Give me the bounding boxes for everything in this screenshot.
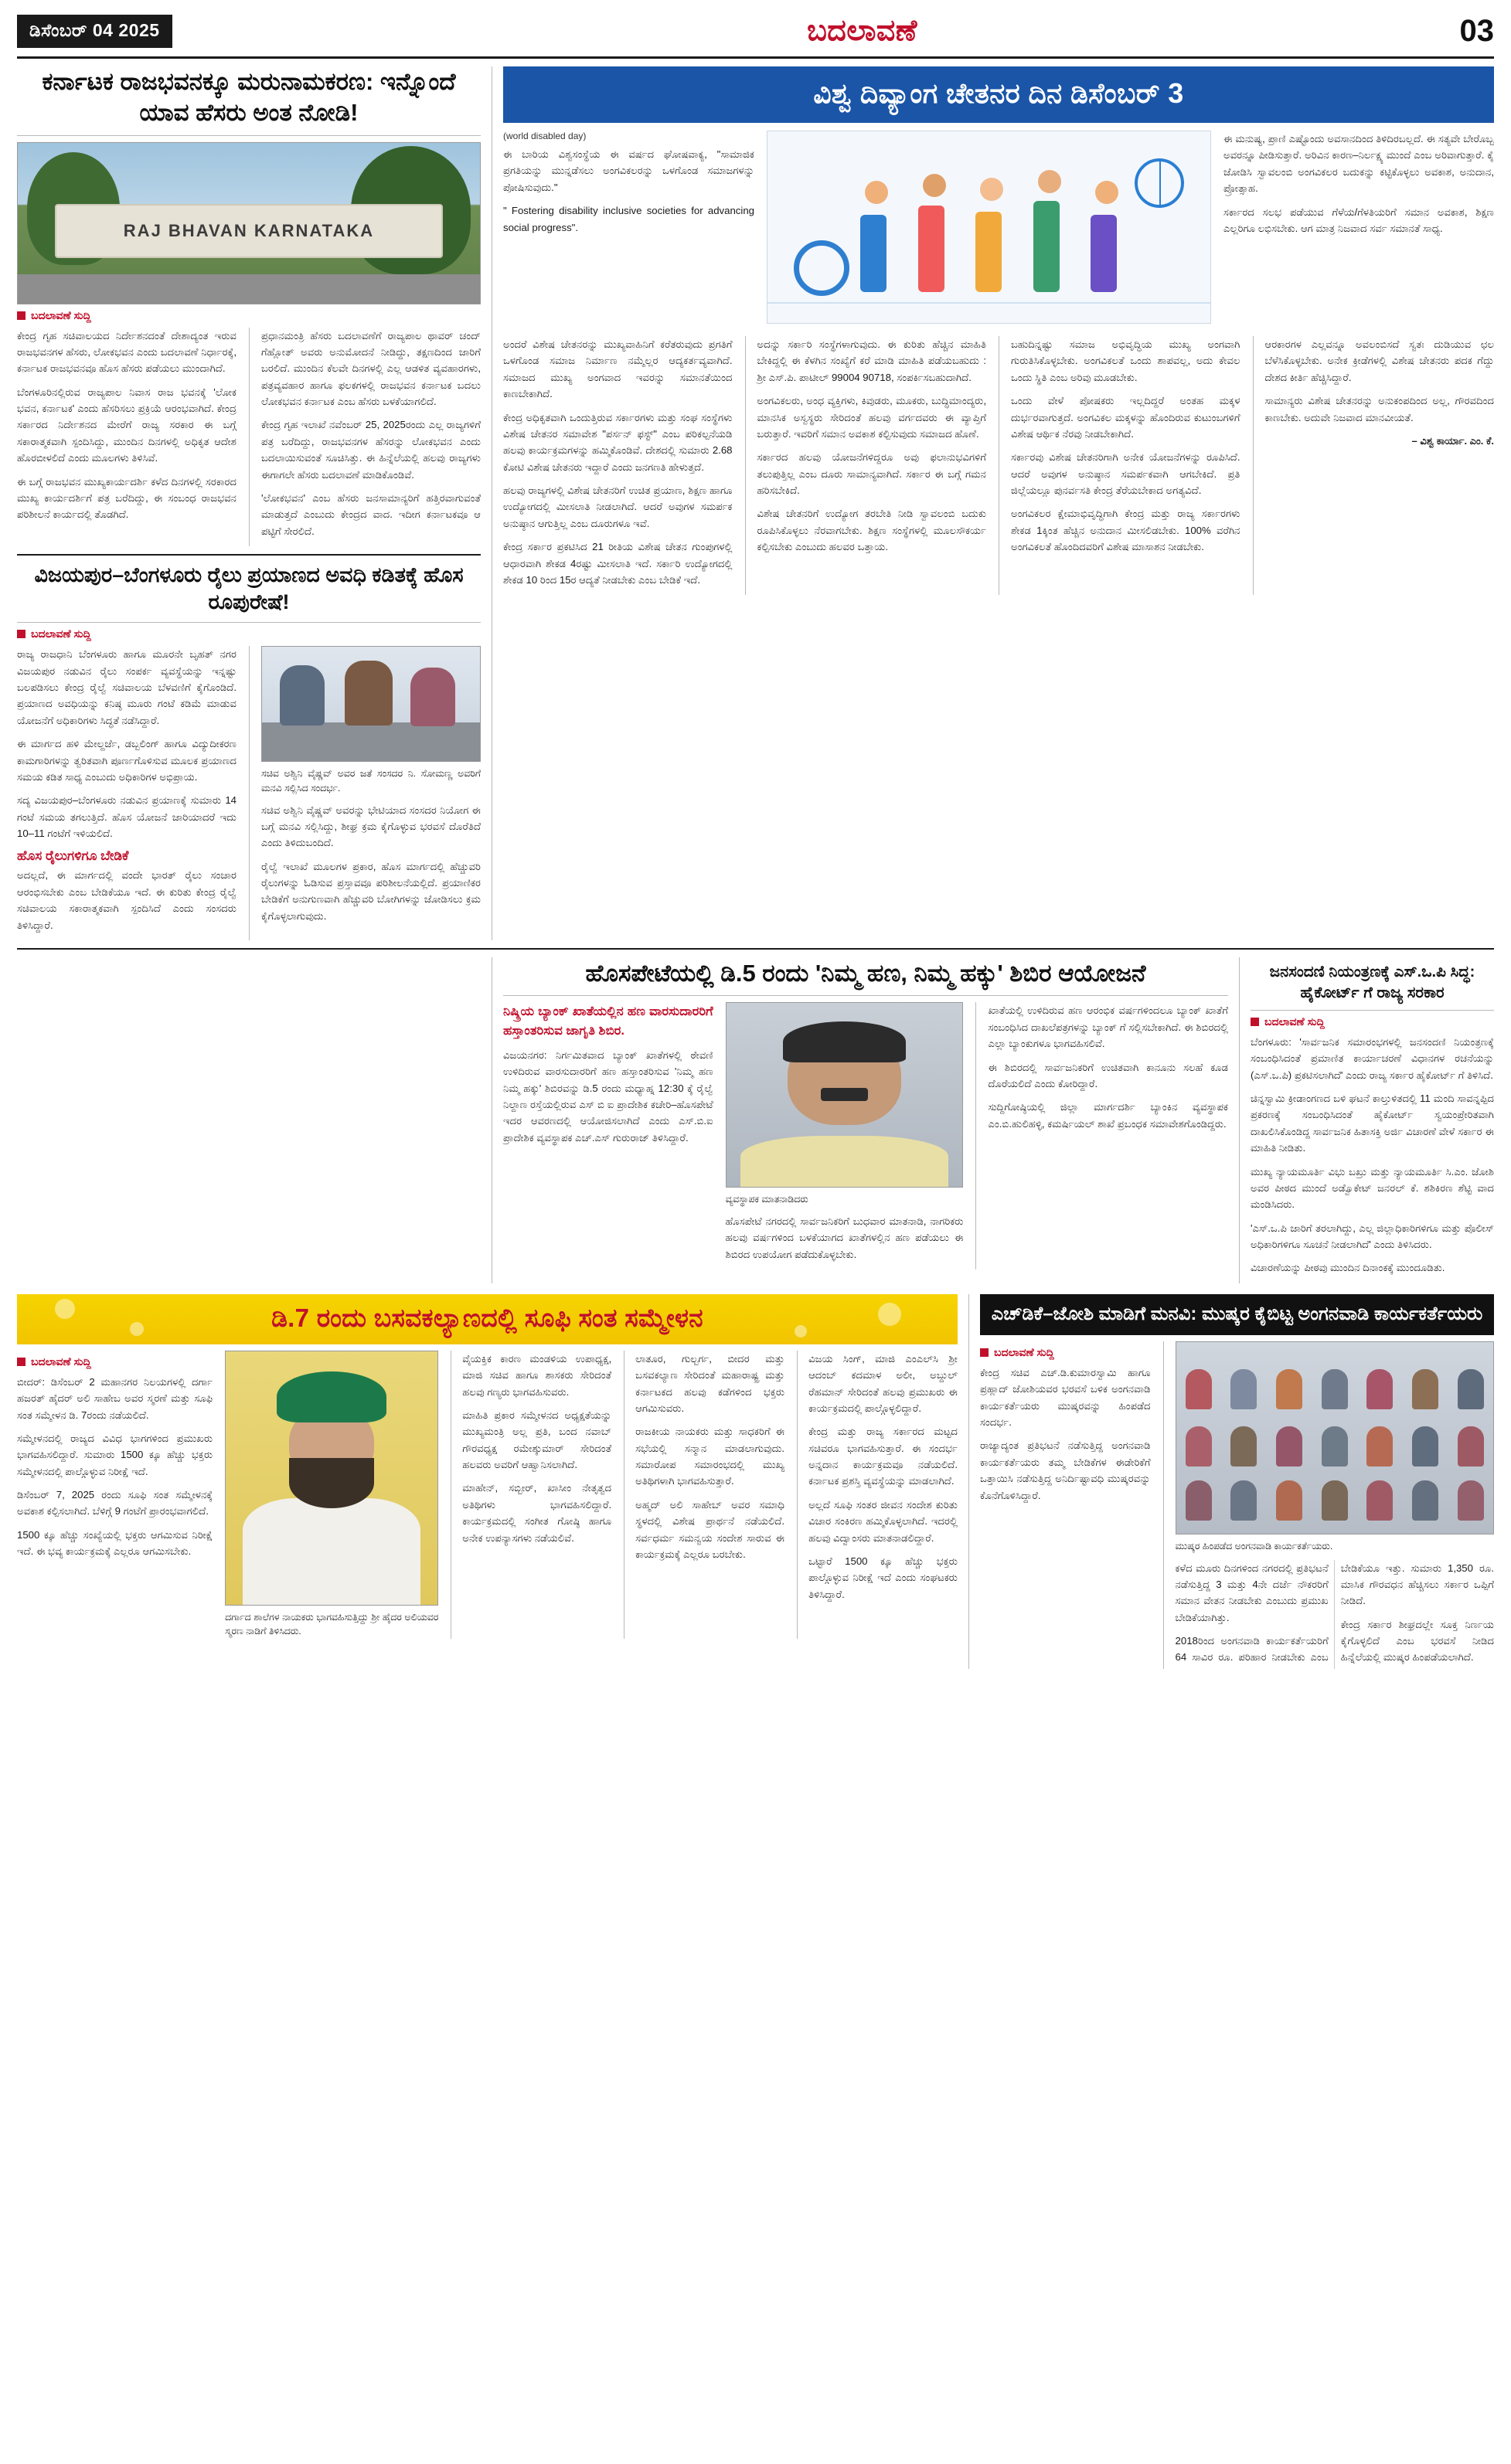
paragraph: ರಾಜಕೀಯ ನಾಯಕರು ಮತ್ತು ಸಾಧಕರಿಗೆ ಈ ಸಭೆಯಲ್ಲಿ ಸನ್ಮಾನ ಮಾಡಲಾಗುವುದು. ಸಮಾರೋಪ ಸಮಾರಂಭದಲ್ಲಿ ಮುಖ್ಯ ಅತಿಥಿಗಳಾಗಿ ಭಾಗವಹಿಸುತ್ತಾರೆ.: [635, 1426, 785, 1487]
bottom-band: [17, 1294, 1494, 1670]
paragraph: ಕೇಂದ್ರ ಗೃಹ ಇಲಾಖೆ ನವೆಂಬರ್ 25, 2025ರಂದು ಎಲ್ಲ ರಾಜ್ಯಗಳಿಗೆ ಪತ್ರ ಬರೆದಿದ್ದು, ರಾಜಭವನಗಳ ಹೆಸರನ್ನು ಲೋಕಭವನ ಎಂದು ಬದಲಾಯಿಸುವಂತೆ ಸೂಚಿಸಿತ್ತು. ಈ ಹಿನ್ನೆಲೆಯಲ್ಲಿ ಹಲವು ರಾಜ್ಯಗಳು ಈಗಾಗಲೇ ಹೆಸರು ಬದಲಾವಣೆ ಮಾಡಿಕೊಂಡಿವೆ.: [261, 419, 481, 481]
person-body: [860, 215, 887, 292]
story-sop-headline: ಜನಸಂದಣಿ ನಿಯಂತ್ರಣಕ್ಕೆ ಎಸ್.ಒ.ಪಿ ಸಿದ್ಧ: ಹೈಕೋರ್ಟ್ ಗೆ ರಾಜ್ಯ ಸರಕಾರ: [1269, 963, 1475, 1001]
column-text: [503, 336, 733, 595]
column-text: [745, 336, 987, 595]
paragraph: ಈ ಶಿಬಿರದಲ್ಲಿ ಸಾರ್ವಜನಿಕರಿಗೆ ಉಚಿತವಾಗಿ ಕಾನೂನು ಸಲಹೆ ಕೂಡ ದೊರೆಯಲಿದೆ ಎಂದು ಕೋರಿದ್ದಾರೆ.: [988, 1061, 1228, 1089]
byline-label: ಬದಲಾವಣೆ ಸುದ್ದಿ: [31, 1354, 91, 1368]
paragraph: ಒಂದು ವೇಳೆ ಪೋಷಕರು ಇಲ್ಲದಿದ್ದರೆ ಅಂತಹ ಮಕ್ಕಳ ದುರ್ಭರವಾಗುತ್ತದೆ. ಅಂಗವಿಕಲ ಮಕ್ಕಳನ್ನು ಹೊಂದಿರುವ ಕುಟುಂಬಗಳಿಗೆ ವಿಶೇಷ ಆರ್ಥಿಕ ನೆರವು ನೀಡಬೇಕಾಗಿದೆ.: [1011, 395, 1240, 440]
person-head: [1038, 170, 1061, 193]
sufi-photo-col: [225, 1351, 438, 1639]
person-body: [1033, 201, 1060, 292]
globe-icon: [1135, 158, 1184, 208]
paragraph: ಮಾಹಿತಿ ಪ್ರಕಾರ ಸಮ್ಮೇಳನದ ಅಧ್ಯಕ್ಷತೆಯನ್ನು ಮುಖ್ಯಮಂತ್ರಿ ಅಲ್ಲ ಪ್ರತಿ, ಬಂದ ನವಾಬ್ ಗೌರವಧ್ಯಕ್ಷ ರಮೇಶ್ಕುಮಾರ್ ಸೇರಿದಂತೆ ಹಲವರು ಅವರಿಗೆ ಆಹ್ವಾನಿಸಲಾಗಿದೆ.: [462, 1409, 612, 1471]
person-shape: [1458, 1426, 1484, 1467]
paragraph: ವಿಶೇಷ ಚೇತನರಿಗೆ ಉದ್ಯೋಗ ತರಬೇತಿ ನೀಡಿ ಸ್ವಾವಲಂಬಿ ಬದುಕು ರೂಪಿಸಿಕೊಳ್ಳಲು ನೆರವಾಗಬೇಕು. ಶಿಕ್ಷಣ ಸಂಸ್ಥೆಗಳಲ್ಲಿ ಮೂಲಸೌಕರ್ಯ ಕಲ್ಪಿಸಬೇಕು ಎಂಬುದು ಹಲವರ ಒತ್ತಾಯ.: [757, 508, 986, 553]
photo-bank-manager: [726, 1002, 964, 1188]
column-text: [249, 328, 481, 547]
byline-label: ಬದಲಾವಣೆ ಸುದ್ದಿ: [1264, 1014, 1325, 1028]
hosapete-blurb-col: [503, 1002, 713, 1269]
anganwadi-col-1: [980, 1341, 1151, 1669]
train-columns: [17, 646, 481, 940]
person-shape: [1412, 1426, 1438, 1467]
bullet-icon: [1251, 1018, 1259, 1026]
subheading: ಹೊಸ ರೈಲುಗಳಿಗೂ ಬೇಡಿಕೆ: [17, 848, 129, 864]
wheelchair-icon: [794, 240, 849, 296]
person-shape: [345, 661, 393, 726]
sufi-col-4: [797, 1351, 958, 1639]
beard-shape: [289, 1458, 374, 1509]
paragraph: 1500 ಕ್ಕೂ ಹೆಚ್ಚು ಸಂಖ್ಯೆಯಲ್ಲಿ ಭಕ್ತರು ಆಗಮಿಸುವ ನಿರೀಕ್ಷೆ ಇದೆ. ಈ ಭವ್ಯ ಕಾರ್ಯಕ್ರಮಕ್ಕೆ ಎಲ್ಲರೂ ಆಗಮಿಸಬೇಕು.: [17, 1528, 213, 1558]
photo-minister-meeting: [261, 646, 481, 762]
wdd-col-right: [1223, 131, 1494, 330]
ground-line: [767, 302, 1210, 304]
paragraph: ಪ್ರಧಾನಮಂತ್ರಿ ಹೆಸರು ಬದಲಾವಣೆಗೆ ರಾಜ್ಯಪಾಲ ಥಾವರ್ ಚಂದ್ ಗೆಹ್ಲೋತ್ ಅವರು ಅನುಮೋದನೆ ನೀಡಿದ್ದು, ತಕ್ಷಣದಿಂದ ಜಾರಿಗೆ ಬರಲಿದೆ. ಮುಂದಿನ ಕೆಲವೇ ದಿನಗಳಲ್ಲಿ ಎಲ್ಲ ಆಡಳಿತ ವ್ಯವಹಾರಗಳು, ಪತ್ರವ್ಯವಹಾರ ಹಾಗೂ ಫಲಕಗಳಲ್ಲಿ ರಾಜಭವನ ಕರ್ನಾಟಕ ಬದಲು ಲೋಕಭವನ ಕರ್ನಾಟಕ ಎಂಬ ಹೆಸರು ಬಳಕೆಯಾಗಲಿದೆ.: [261, 329, 481, 408]
person-shape: [410, 668, 455, 726]
byline-label: ಬದಲಾವಣೆ ಸುದ್ದಿ: [31, 308, 91, 321]
story-hosapete-headline: ಹೊಸಪೇಟೆಯಲ್ಲಿ ಡಿ.5 ರಂದು 'ನಿಮ್ಮ ಹಣ, ನಿಮ್ಮ ಹಕ್ಕು' ಶಿಬಿರ ಆಯೋಜನೆ: [585, 959, 1146, 987]
rajbhavan-columns: [17, 328, 481, 547]
paragraph: ಈ ಮಾರ್ಗದ ಹಳಿ ಮೇಲ್ದರ್ಜೆ, ಡಬ್ಬಲಿಂಗ್ ಹಾಗೂ ವಿದ್ಯುದೀಕರಣ ಕಾಮಗಾರಿಗಳನ್ನು ತ್ವರಿತವಾಗಿ ಪೂರ್ಣಗೊಳಿಸುವ ಮೂಲಕ ಪ್ರಯಾಣದ ಸಮಯ ಕಡಿತ ಸಾಧ್ಯ ಎಂಬುದು ಅಧಿಕಾರಿಗಳ ಅಭಿಪ್ರಾಯ.: [17, 738, 237, 783]
paragraph: ಅಲ್ಲದೆ ಸೂಫಿ ಸಂತರ ಜೀವನ ಸಂದೇಶ ಕುರಿತು ವಿಚಾರ ಸಂಕಿರಣ ಹಮ್ಮಿಕೊಳ್ಳಲಾಗಿದೆ. ಇದರಲ್ಲಿ ಹಲವು ವಿದ್ವಾಂಸರು ಮಾತನಾಡಲಿದ್ದಾರೆ.: [808, 1498, 958, 1544]
person-shape: [280, 665, 325, 726]
paragraph: ಆರಕಾರಗಳ ಎಲ್ಲವನ್ನೂ ಅವಲಂಬಿಸದೆ ಸ್ವತಃ ದುಡಿಯುವ ಛಲ ಬೆಳೆಸಿಕೊಳ್ಳಬೇಕು. ಅನೇಕ ಕ್ರೀಡೆಗಳಲ್ಲಿ ವಿಶೇಷ ಚೇತನರು ಪದಕ ಗೆದ್ದು ದೇಶದ ಕೀರ್ತಿ ಹೆಚ್ಚಿಸಿದ್ದಾರೆ.: [1264, 338, 1494, 383]
paragraph: ಸರ್ಕಾರವು ವಿಶೇಷ ಚೇತನರಿಗಾಗಿ ಅನೇಕ ಯೋಜನೆಗಳನ್ನು ರೂಪಿಸಿದೆ. ಆದರೆ ಅವುಗಳ ಅನುಷ್ಠಾನ ಸಮರ್ಪಕವಾಗಿ ಆಗಬೇಕಿದೆ. ಪ್ರತಿ ಜಿಲ್ಲೆಯಲ್ಲೂ ಪುನರ್ವಸತಿ ಕೇಂದ್ರ ತೆರೆಯಬೇಕಾದ ಅಗತ್ಯವಿದೆ.: [1011, 451, 1240, 496]
person-shape: [1276, 1426, 1302, 1467]
wdd-body: [503, 336, 1494, 595]
person-shape: [1458, 1480, 1484, 1521]
person-shape: [1412, 1480, 1438, 1521]
paragraph: ವೈಯಕ್ತಿಕ ಕಾರಣ ಮಂಡಳಿಯ ಉಪಾಧ್ಯಕ್ಷ, ಮಾಜಿ ಸಚಿವ ಹಾಗೂ ಶಾಸಕರು ಸೇರಿದಂತೆ ಹಲವು ಗಣ್ಯರು ಭಾಗವಹಿಸುವರು.: [462, 1352, 612, 1398]
hosapete-columns: [503, 1002, 1228, 1269]
decor-dot: [878, 1303, 901, 1326]
hosapete-photo-col: [726, 1002, 964, 1269]
decor-dot: [130, 1322, 144, 1336]
paragraph: " Fostering disability inclusive societies for advancing social progress".: [503, 205, 754, 233]
column-text: [999, 336, 1240, 595]
paragraph: ಕೇಂದ್ರ ಗೃಹ ಸಚಿವಾಲಯದ ನಿರ್ದೇಶನದಂತೆ ದೇಶಾದ್ಯಂತ ಇರುವ ರಾಜಭವನಗಳ ಹೆಸರು, ಲೋಕಭವನ ಎಂದು ಬದಲಾವಣೆ ನಿರ್ಧಾರಕ್ಕೆ, ಕರ್ನಾಟಕ ರಾಜಭವನವೂ ಹೊಸ ಹೆಸರು ಪಡೆಯಲು ಮುಂದಾಗಿದೆ.: [17, 329, 237, 375]
story-blurb: ನಿಷ್ಕ್ರಿಯ ಬ್ಯಾಂಕ್ ಖಾತೆಯಲ್ಲಿನ ಹಣ ವಾರಸುದಾರರಿಗೆ ಹಸ್ತಾಂತರಿಸುವ ಜಾಗೃತಿ ಶಿಬಿರ.: [503, 1004, 713, 1038]
middle-band: [17, 948, 1494, 1283]
byline: [17, 1355, 213, 1368]
sufi-col-2: [451, 1351, 611, 1639]
paragraph: ರಾಜ್ಯಾದ್ಯಂತ ಪ್ರತಿಭಟನೆ ನಡೆಸುತ್ತಿದ್ದ ಅಂಗನವಾಡಿ ಕಾರ್ಯಕರ್ತೆಯರು ತಮ್ಮ ಬೇಡಿಕೆಗಳ ಈಡೇರಿಕೆಗೆ ಒತ್ತಾಯಿಸಿ ನಡೆಸುತ್ತಿದ್ದ ಅನಿರ್ದಿಷ್ಟಾವಧಿ ಮುಷ್ಕರವನ್ನು ಕೊನೆಗೊಳಿಸಿದ್ದಾರೆ.: [980, 1439, 1151, 1501]
paragraph: 2018ರಿಂದ ಅಂಗನವಾಡಿ ಕಾರ್ಯಕರ್ತೆಯರಿಗೆ 64 ಸಾವಿರ ರೂ. ಪರಿಹಾರ ನೀಡಬೇಕು ಎಂಬ ಬೇಡಿಕೆಯೂ ಇತ್ತು. ಸುಮಾರು 1,350 ರೂ. ಮಾಸಿಕ ಗೌರವಧನ ಹೆಚ್ಚಿಸಲು ಸರ್ಕಾರ ಒಪ್ಪಿಗೆ ನೀಡಿದೆ.: [1175, 1562, 1494, 1664]
photo-caption: ಮುಷ್ಕರ ಹಿಂಪಡೆದ ಅಂಗನವಾಡಿ ಕಾರ್ಯಕರ್ತೆಯರು.: [1175, 1540, 1333, 1551]
paragraph: ರೈಲ್ವೆ ಇಲಾಖೆ ಮೂಲಗಳ ಪ್ರಕಾರ, ಹೊಸ ಮಾರ್ಗದಲ್ಲಿ ಹೆಚ್ಚುವರಿ ರೈಲುಗಳನ್ನು ಓಡಿಸುವ ಪ್ರಸ್ತಾವವೂ ಪರಿಶೀಲನೆಯಲ್ಲಿದೆ. ಪ್ರಯಾಣಿಕರ ಬೇಡಿಕೆಗೆ ಅನುಗುಣವಾಗಿ ಹೆಚ್ಚುವರಿ ಬೋಗಿಗಳನ್ನು ಜೋಡಿಸಲು ಕ್ರಮ ಕೈಗೊಳ್ಳಲಾಗುವುದು.: [261, 860, 481, 922]
paragraph: ಸಮ್ಮೇಳನದಲ್ಲಿ ರಾಜ್ಯದ ವಿವಿಧ ಭಾಗಗಳಿಂದ ಪ್ರಮುಖರು ಭಾಗವಹಿಸಲಿದ್ದಾರೆ. ಸುಮಾರು 1500 ಕ್ಕೂ ಹೆಚ್ಚು ಭಕ್ತರು ಸಮ್ಮೇಳನದಲ್ಲಿ ಪಾಲ್ಗೊಳ್ಳುವ ನಿರೀಕ್ಷೆ ಇದೆ.: [17, 1432, 213, 1477]
person-shape: [1230, 1480, 1257, 1521]
paragraph: ಚಿನ್ನಸ್ವಾಮಿ ಕ್ರೀಡಾಂಗಣದ ಬಳಿ ಘಟನೆ ಕಾಲ್ತುಳಿತದಲ್ಲಿ 11 ಮಂದಿ ಸಾವನ್ನಪ್ಪಿದ ಪ್ರಕರಣಕ್ಕೆ ಸಂಬಂಧಿಸಿದಂತೆ ಹೈಕೋರ್ಟ್ ಸ್ವಯಂಪ್ರೇರಿತವಾಗಿ ದಾಖಲಿಸಿಕೊಂಡಿದ್ದ ಸಾರ್ವಜನಿಕ ಹಿತಾಸಕ್ತಿ ಅರ್ಜಿ ವಿಚಾರಣೆ ವೇಳೆ ಸರ್ಕಾರ ಈ ಮಾಹಿತಿ ನೀಡಿತು.: [1251, 1093, 1494, 1154]
hair-shape: [783, 1021, 906, 1062]
story-hosapete: [492, 957, 1228, 1283]
story-anganwadi: [968, 1294, 1494, 1670]
paragraph: ಸುದ್ದಿಗೋಷ್ಠಿಯಲ್ಲಿ ಜಿಲ್ಲಾ ಮಾರ್ಗದರ್ಶಿ ಬ್ಯಾಂಕಿನ ವ್ಯವಸ್ಥಾಪಕ ಎಂ.ಬಿ.ಹುಲಿಹಳ್ಳಿ, ಕಮರ್ಷಿಯಲ್ ಶಾಖೆ ಪ್ರಬಂಧಕ ಸಮಾವೇಶಗೊಂಡಿದ್ದರು.: [988, 1101, 1228, 1130]
decor-dot: [795, 1325, 807, 1337]
paragraph: ಅದನ್ನು ಸರ್ಕಾರಿ ಸಂಸ್ಥೆಗಳಾಗುವುದು. ಈ ಕುರಿತು ಹೆಚ್ಚಿನ ಮಾಹಿತಿ ಬೇಕಿದ್ದಲ್ಲಿ ಈ ಕೆಳಗಿನ ಸಂಖ್ಯೆಗೆ ಕರೆ ಮಾಡಿ ಮಾಹಿತಿ ಪಡೆಯಬಹುದು : ಶ್ರೀ ಎಸ್.ಪಿ. ಪಾಟೀಲ್ 99004 90718, ಸಂಪರ್ಕಿಸಬಹುದಾಗಿದೆ.: [757, 338, 986, 383]
photo-anganwadi-protest: [1176, 1341, 1494, 1534]
paragraph: ವಿಚಾರಣೆಯನ್ನು ಪೀಠವು ಮುಂದಿನ ದಿನಾಂಕಕ್ಕೆ ಮುಂದೂಡಿತು.: [1251, 1262, 1445, 1274]
paragraph: ಸರ್ಕಾರದ ಸಲಭ ಪಡೆಯುವ ಗೆಳೆಯ/ಗೆಳತಿಯರಿಗೆ ಸಮಾನ ಅವಕಾಶ, ಶಿಕ್ಷಣ ಎಲ್ಲರಿಗೂ ಲಭಿಸಬೇಕು. ಆಗ ಮಾತ್ರ ನಿಜವಾದ ಸರ್ವ ಸಮಾನತೆ ಸಾಧ್ಯ.: [1223, 206, 1494, 234]
story-train-headline: ವಿಜಯಪುರ–ಬೆಂಗಳೂರು ರೈಲು ಪ್ರಯಾಣದ ಅವಧಿ ಕಡಿತಕ್ಕೆ ಹೊಸ ರೂಪುರೇಷೆ!: [34, 563, 464, 614]
person-shape: [1458, 1369, 1484, 1409]
byline: [980, 1346, 1151, 1359]
paragraph: ಹಲವು ರಾಜ್ಯಗಳಲ್ಲಿ ವಿಶೇಷ ಚೇತನರಿಗೆ ಉಚಿತ ಪ್ರಯಾಣ, ಶಿಕ್ಷಣ ಹಾಗೂ ಉದ್ಯೋಗದಲ್ಲಿ ಮೀಸಲಾತಿ ನೀಡಲಾಗಿದೆ. ಆದರೆ ಅವುಗಳ ಸಮರ್ಪಕ ಅನುಷ್ಠಾನ ಆಗುತ್ತಿಲ್ಲ ಎಂಬ ದೂರುಗಳೂ ಇವೆ.: [503, 484, 733, 529]
paragraph: ಅಂಗವಿಕಲರ ಕ್ಷೇಮಾಭಿವೃದ್ಧಿಗಾಗಿ ಕೇಂದ್ರ ಮತ್ತು ರಾಜ್ಯ ಸರ್ಕಾರಗಳು ಶೇಕಡ 1ಕ್ಕಿಂತ ಹೆಚ್ಚಿನ ಅನುದಾನ ಮೀಸಲಿಡಬೇಕು. 100% ವರೆಗಿನ ಅಂಗವಿಕಲತೆ ಹೊಂದಿದವರಿಗೆ ವಿಶೇಷ ಮಾಸಾಶನ ನೀಡಬೇಕು.: [1011, 508, 1240, 553]
paragraph: ಕಳೆದ ಮೂರು ದಿನಗಳಿಂದ ನಗರದಲ್ಲಿ ಪ್ರತಿಭಟನೆ ನಡೆಸುತ್ತಿದ್ದ 3 ಮತ್ತು 4ನೇ ದರ್ಜೆ ನೌಕರರಿಗೆ ಸಮಾನ ವೇತನ ನೀಡಬೇಕು ಎಂಬುದು ಪ್ರಮುಖ ಬೇಡಿಕೆಯಾಗಿತ್ತು.: [1175, 1562, 1329, 1623]
sufi-col-3: [624, 1351, 784, 1639]
paragraph: ಲಾತೂರ, ಗುಲ್ಬರ್ಗ, ಬೀದರ ಮತ್ತು ಬಸವಕಲ್ಯಾಣ ಸೇರಿದಂತೆ ಮಹಾರಾಷ್ಟ್ರ ಮತ್ತು ಕರ್ನಾಟಕದ ಹಲವು ಕಡೆಗಳಿಂದ ಭಕ್ತರು ಆಗಮಿಸುವರು.: [635, 1352, 785, 1414]
photo-sign-text: RAJ BHAVAN KARNATAKA: [55, 204, 443, 259]
paragraph: ಡಿಸೆಂಬರ್ 7, 2025 ರಂದು ಸೂಫಿ ಸಂತ ಸಮ್ಮೇಳನಕ್ಕೆ ಅವಕಾಶ ಕಲ್ಪಿಸಲಾಗಿದೆ. ಬೆಳಿಗ್ಗೆ 9 ಗಂಟೆಗೆ ಪ್ರಾರಂಭವಾಗಲಿದೆ.: [17, 1489, 213, 1517]
person-shape: [1186, 1369, 1212, 1409]
hosapete-text-col: [975, 1002, 1228, 1269]
anganwadi-columns: [980, 1341, 1494, 1669]
paragraph: ಮಾಹೇನ್, ಸಬ್ಬೀರ್, ಖಾಸೀಂ ನೇತೃತ್ವದ ಅತಿಥಿಗಳು ಭಾಗವಹಿಸಲಿದ್ದಾರೆ. ಕಾರ್ಯಕ್ರಮದಲ್ಲಿ ಸಂಗೀತ ಗೋಷ್ಠಿ ಹಾಗೂ ಅನೇಕ ಉಪನ್ಯಾಸಗಳು ನಡೆಯಲಿವೆ.: [462, 1482, 612, 1544]
byline-label: ಬದಲಾವಣೆ ಸುದ್ದಿ: [31, 627, 91, 641]
column-text: [1251, 1034, 1494, 1276]
story-wdd-banner: ವಿಶ್ವ ದಿವ್ಯಾಂಗ ಚೇತನರ ದಿನ ಡಿಸೆಂಬರ್ 3: [503, 66, 1494, 123]
column-text: [1253, 336, 1495, 595]
paragraph: ಬೆಂಗಳೂರಿನಲ್ಲಿರುವ ರಾಜ್ಯಪಾಲ ನಿವಾಸ ರಾಜ ಭವನಕ್ಕೆ 'ಲೋಕ ಭವನ, ಕರ್ನಾಟಕ' ಎಂದು ಹೆಸರಿಸಲು ಪ್ರಕ್ರಿಯೆ ಆರಂಭವಾಗಿದೆ. ಕೇಂದ್ರ ಸರ್ಕಾರದ ನಿರ್ದೇಶನದ ಮೇರೆಗೆ ರಾಜ್ಯ ಸರಕಾರ ಈ ಬಗ್ಗೆ ಸಕಾರಾತ್ಮಕವಾಗಿ ಸ್ಪಂದಿಸಿದ್ದು, ಮುಂದಿನ ದಿನಗಳಲ್ಲಿ ಅಧಿಕೃತ ಆದೇಶ ಹೊರಬೀಳಲಿದೆ ಎಂದು ಮೂಲಗಳು ತಿಳಿಸಿವೆ.: [17, 386, 237, 464]
person-shape: [1186, 1480, 1212, 1521]
story-sufi-title: ಡಿ.7 ರಂದು ಬಸವಕಲ್ಯಾಣದಲ್ಲಿ ಸೂಫಿ ಸಂತ ಸಮ್ಮೇಳನ: [271, 1303, 703, 1332]
photo-caption: ವ್ಯವಸ್ಥಾಪಕ ಮಾತನಾಡಿದರು: [725, 1194, 808, 1205]
decor-dot: [55, 1299, 75, 1319]
story-anganwadi-banner: ಎಚ್‌ಡಿಕೆ–ಜೋಶಿ ಮಾಡಿಗೆ ಮನವಿ: ಮುಷ್ಕರ ಕೈಬಿಟ್ಟ ಅಂಗನವಾಡಿ ಕಾರ್ಯಕರ್ತೆಯರು: [980, 1294, 1494, 1335]
sufi-col-1: [17, 1351, 213, 1639]
page-title: ಕರ್ನಾಟಕ ರಾಜಭವನಕ್ಕೂ ಮರುನಾಮಕರಣ: ಇನ್ನೊಂದೆ ಯಾವ ಹೆಸರು ಅಂತ ನೋಡಿ!: [17, 66, 481, 136]
wdd-note-en: (world disabled day): [503, 131, 587, 141]
paragraph: ಒಟ್ಟಾರೆ 1500 ಕ್ಕೂ ಹೆಚ್ಚು ಭಕ್ತರು ಪಾಲ್ಗೊಳ್ಳುವ ನಿರೀಕ್ಷೆ ಇದೆ ಎಂದು ಸಂಘಟಕರು ತಿಳಿಸಿದ್ದಾರೆ.: [808, 1555, 958, 1600]
wdd-illustration-wrap: [767, 131, 1211, 330]
person-shape: [1412, 1369, 1438, 1409]
robe-shape: [243, 1498, 420, 1605]
author-signature: – ವಿಶ್ವ ಕಾರ್ಯಾ. ಎಂ. ಕೆ.: [1411, 434, 1494, 447]
photo-rajbhavan-gate: [17, 142, 481, 304]
person-shape: [1366, 1426, 1393, 1467]
person-shape: [1366, 1369, 1393, 1409]
photo-caption: ದರ್ಗಾದ ಶಾಲೆಗಳ ನಾಯಕರು ಭಾಗವಹಿಸುತ್ತಿದ್ದು ಶ್ರೀ ಹೈದರ ಅಲಿಯವರ ಸ್ಮರಣ ನಾಡಿಗೆ ತಿಳಿಸಿದರು.: [225, 1611, 439, 1637]
middle-left-spacer: [17, 957, 481, 1283]
paragraph: ಬೆಂಗಳೂರು: 'ಸಾರ್ವಜನಿಕ ಸಮಾರಂಭಗಳಲ್ಲಿ ಜನಸಂದಣಿ ನಿಯಂತ್ರಣಕ್ಕೆ ಸಂಬಂಧಿಸಿದಂತೆ ಪ್ರಮಾಣಿತ ಕಾರ್ಯಾಚರಣೆ ವಿಧಾನಗಳ ರಚನೆಯನ್ನು (ಎಸ್.ಒ.ಪಿ) ಪ್ರಕಟಿಸಲಾಗಿದೆ' ಎಂದು ರಾಜ್ಯ ಸರ್ಕಾರ ಹೈಕೋರ್ಟ್ ಗೆ ತಿಳಿಸಿದೆ.: [1251, 1035, 1494, 1081]
byline: [17, 627, 481, 641]
column-text: [249, 646, 481, 940]
paragraph: ರಾಜ್ಯ ರಾಜಧಾನಿ ಬೆಂಗಳೂರು ಹಾಗೂ ಮೂರನೇ ಬೃಹತ್ ನಗರ ವಿಜಯಪುರ ನಡುವಿನ ರೈಲು ಸಂಪರ್ಕ ವ್ಯವಸ್ಥೆಯನ್ನು ಇನ್ನಷ್ಟು ಬಲಪಡಿಸಲು ಕೇಂದ್ರ ರೈಲ್ವೆ ಸಚಿವಾಲಯ ಬೆಳವಣಿಗೆ ಕೈಗೊಂಡಿದೆ. ಪ್ರಯಾಣದ ಅವಧಿಯನ್ನು ಕನಿಷ್ಠ ಮೂರು ಗಂಟೆ ಕಡಿಮೆ ಮಾಡುವ ಯೋಜನೆಗೆ ಅಧಿಕಾರಿಗಳು ಸಿದ್ಧತೆ ನಡೆಸಿದ್ದಾರೆ.: [17, 648, 237, 726]
person-shape: [1366, 1480, 1393, 1521]
table-shape: [262, 722, 480, 761]
story-sop: [1239, 957, 1494, 1283]
sufi-columns: [17, 1351, 958, 1639]
photo-caption: ಸಚಿವ ಅಶ್ವಿನಿ ವೈಷ್ಣವ್ ಅವರ ಜತೆ ಸಂಸದರ ನಿ. ಸೋಮಣ್ಣ ಅವರಿಗೆ ಮನವಿ ಸಲ್ಲಿಸಿದ ಸಂದರ್ಭ.: [261, 768, 481, 794]
person-head: [865, 181, 888, 204]
person-shape: [1276, 1369, 1302, 1409]
person-body: [1091, 215, 1117, 292]
shirt-shape: [740, 1136, 948, 1188]
story-world-disabled-day: [492, 66, 1494, 940]
person-body: [975, 212, 1002, 292]
wdd-top: [503, 131, 1494, 330]
byline-label: ಬದಲಾವಣೆ ಸುದ್ದಿ: [994, 1345, 1054, 1358]
paragraph: ಸದ್ಯ ವಿಜಯಪುರ–ಬೆಂಗಳೂರು ನಡುವಿನ ಪ್ರಯಾಣಕ್ಕೆ ಸುಮಾರು 14 ಗಂಟೆ ಸಮಯ ತಗಲುತ್ತಿದೆ. ಹೊಸ ಯೋಜನೆ ಜಾರಿಯಾದರೆ ಇದು 10–11 ಗಂಟೆಗೆ ಇಳಿಯಲಿದೆ.: [17, 794, 237, 840]
paragraph: ಅಂಗವಿಕಲರು, ಅಂಧ ವ್ಯಕ್ತಿಗಳು, ಕಿವುಡರು, ಮೂಕರು, ಬುದ್ಧಿಮಾಂದ್ಯರು, ಮಾನಸಿಕ ಅಸ್ವಸ್ಥರು ಸೇರಿದಂತೆ ಹಲವು ವರ್ಗದವರು ಈ ವ್ಯಾಪ್ತಿಗೆ ಬರುತ್ತಾರೆ. ಇವರಿಗೆ ಸಮಾನ ಅವಕಾಶ ಕಲ್ಪಿಸುವುದು ಸಮಾಜದ ಹೊಣೆ.: [757, 395, 986, 440]
left-column: [17, 66, 481, 940]
bullet-icon: [980, 1348, 989, 1357]
paragraph: ವಿಜಯನಗರ: ನಿರ್ಗಮಿತವಾದ ಬ್ಯಾಂಕ್ ಖಾತೆಗಳಲ್ಲಿ ಠೇವಣಿ ಉಳಿದಿರುವ ವಾರಸುದಾರರಿಗೆ ಹಣ ಹಸ್ತಾಂತರಿಸುವ 'ನಿಮ್ಮ ಹಣ ನಿಮ್ಮ ಹಕ್ಕು' ಶಿಬಿರವನ್ನು ಡಿ.5 ರಂದು ಮಧ್ಯಾಹ್ನ 12:30 ಕ್ಕೆ ರೈಲ್ವೆ ನಿಲ್ದಾಣ ರಸ್ತೆಯಲ್ಲಿರುವ ಎಸ್ ಬಿ ಐ ಪ್ರಾದೇಶಿಕ ಕಚೇರಿ–ಹೊಸಪೇಟೆ ಇದರ ಆವರಣದಲ್ಲಿ ಆಯೋಜಿಸಲಾಗಿದೆ ಎಂದು ಎಸ್.ಬಿ.ಐ ಪ್ರಾದೇಶಿಕ ವ್ಯವಸ್ಥಾಪಕ ಎಚ್.ಎಸ್ ಗುರುರಾಜ್ ತಿಳಿಸಿದ್ದಾರೆ.: [503, 1048, 713, 1144]
paragraph: ಕೇಂದ್ರ ಅಧಿಕೃತವಾಗಿ ಒಂದುತ್ತಿರುವ ಸರ್ಕಾರಗಳು ಮತ್ತು ಸಂಘ ಸಂಸ್ಥೆಗಳು ವಿಶೇಷ ಚೇತನರ ಸಮಾವೇಶ "ಪರ್ಸನ್ ಫಸ್ಟ್" ಎಂಬ ಪರಿಕಲ್ಪನೆಯಡಿ ಹಲವು ಕಾರ್ಯಕ್ರಮಗಳನ್ನು ಹಮ್ಮಿಕೊಂಡಿವೆ. ದೇಶದಲ್ಲಿ ಸುಮಾರು 2.68 ಕೋಟಿ ವಿಶೇಷ ಚೇತನರು ಇದ್ದಾರೆ ಎಂದು ಜನಗಣತಿ ಹೇಳುತ್ತದೆ.: [503, 411, 733, 473]
person-head: [1095, 181, 1118, 204]
paragraph: 'ಲೋಕಭವನ' ಎಂಬ ಹೆಸರು ಜನಸಾಮಾನ್ಯರಿಗೆ ಹತ್ತಿರವಾಗುವಂತೆ ಮಾಡುತ್ತದೆ ಎಂಬುದು ಕೇಂದ್ರದ ವಾದ. ಇದೀಗ ಕರ್ನಾಟಕವೂ ಆ ಪಟ್ಟಿಗೆ ಸೇರಲಿದೆ.: [261, 491, 481, 537]
paragraph: 'ಎಸ್.ಒ.ಪಿ ಜಾರಿಗೆ ತರಲಾಗಿದ್ದು, ಎಲ್ಲ ಜಿಲ್ಲಾಧಿಕಾರಿಗಳಿಗೂ ಮತ್ತು ಪೊಲೀಸ್ ಅಧಿಕಾರಿಗಳಿಗೂ ಸೂಚನೆ ನೀಡಲಾಗಿದೆ' ಎಂದು ತಿಳಿಸಿದರು.: [1251, 1222, 1494, 1251]
paragraph: ಬಹುದಿನ್ನಷ್ಟು ಸಮಾಜ ಅಭಿವೃದ್ಧಿಯ ಮುಖ್ಯ ಅಂಗವಾಗಿ ಗುರುತಿಸಿಕೊಳ್ಳಬೇಕು. ಅಂಗವಿಕಲತೆ ಒಂದು ಶಾಪವಲ್ಲ, ಅದು ಕೇವಲ ಒಂದು ಸ್ಥಿತಿ ಎಂಬ ಅರಿವು ಮೂಡಬೇಕು.: [1011, 338, 1240, 383]
moustache-shape: [821, 1088, 868, 1101]
road-shape: [18, 274, 480, 303]
paragraph: ಈ ಬಗ್ಗೆ ರಾಜಭವನ ಮುಖ್ಯಕಾರ್ಯದರ್ಶಿ ಕಳೆದ ದಿನಗಳಲ್ಲಿ ಸರಕಾರದ ಮುಖ್ಯ ಕಾರ್ಯದರ್ಶಿಗೆ ಪತ್ರ ಬರೆದಿದ್ದು, ಈ ಸಂಬಂಧ ರಾಜಭವನ ಪರಿಶೀಲನೆ ಕಾರ್ಯದಲ್ಲಿ ತೊಡಗಿದೆ.: [17, 475, 237, 521]
paragraph: ಕೇಂದ್ರ ಮತ್ತು ರಾಜ್ಯ ಸರ್ಕಾರದ ಮಟ್ಟದ ಸಚಿವರೂ ಭಾಗವಹಿಸುತ್ತಾರೆ. ಈ ಸಂದರ್ಭ ಅನ್ನದಾನ ಕಾರ್ಯಕ್ರಮವೂ ನಡೆಯಲಿದೆ. ಕರ್ನಾಟಕ ಪ್ರಶಸ್ತಿ ವ್ಯವಸ್ಥೆಯನ್ನು ಮಾಡಲಾಗಿದೆ.: [808, 1426, 958, 1487]
story-sufi: [17, 1294, 958, 1670]
illustration-disability-inclusion: [767, 131, 1211, 324]
bullet-icon: [17, 630, 26, 638]
bullet-icon: [17, 311, 26, 320]
paragraph: ಸಚಿವ ಅಶ್ವಿನಿ ವೈಷ್ಣವ್ ಅವರನ್ನು ಭೇಟಿಯಾದ ಸಂಸದರ ನಿಯೋಗ ಈ ಬಗ್ಗೆ ಮನವಿ ಸಲ್ಲಿಸಿದ್ದು, ಶೀಘ್ರ ಕ್ರಮ ಕೈಗೊಳ್ಳುವ ಭರವಸೆ ದೊರೆತಿದೆ ಎಂದು ತಿಳಿದುಬಂದಿದೆ.: [261, 804, 481, 849]
person-shape: [1186, 1426, 1212, 1467]
paragraph: ಅಂದರೆ ವಿಶೇಷ ಚೇತನರನ್ನು ಮುಖ್ಯವಾಹಿನಿಗೆ ಕರೆತರುವುದು ಪ್ರಗತಿಗೆ ಒಳಗೊಂಡ ಸಮಾಜ ನಿರ್ಮಾಣ ನಮ್ಮೆಲ್ಲರ ಆದ್ಯಕರ್ತವ್ಯವಾಗಿದೆ. ಸಮಾಜದ ಮುಖ್ಯ ಅಂಗವಾದ ಇವರನ್ನು ಸಮಾನತೆಯಿಂದ ಕಾಣಬೇಕಾಗಿದೆ.: [503, 338, 733, 400]
person-shape: [1322, 1480, 1348, 1521]
column-text: [17, 328, 237, 547]
person-shape: [1322, 1369, 1348, 1409]
byline: [1251, 1015, 1494, 1028]
turban-shape: [277, 1371, 387, 1422]
page-number: 03: [1459, 14, 1494, 48]
paragraph: ಸರ್ಕಾರದ ಹಲವು ಯೋಜನೆಗಳಿದ್ದರೂ ಅವು ಫಲಾನುಭವಿಗಳಿಗೆ ತಲುಪುತ್ತಿಲ್ಲ ಎಂಬ ದೂರು ಸಾಮಾನ್ಯವಾಗಿದೆ. ಸರ್ಕಾರ ಈ ಬಗ್ಗೆ ಗಮನ ಹರಿಸಬೇಕಿದೆ.: [757, 451, 986, 496]
person-head: [980, 178, 1003, 201]
paragraph: ಬೀದರ್: ಡಿಸೆಂಬರ್ 2 ಮಹಾನಗರ ನಿಲಯಗಳಲ್ಲಿ ದರ್ಗಾ ಹಜರತ್ ಹೈದರ್ ಅಲಿ ಸಾಹೇಬ ಅವರ ಸ್ಮರಣೆ ಮತ್ತು ಸೂಫಿ ಸಂತ ಸಮ್ಮೇಳನ ಡಿ. 7ರಂದು ನಡೆಯಲಿದೆ.: [17, 1375, 213, 1421]
story-rajbhavan: [17, 66, 481, 546]
bullet-icon: [17, 1358, 26, 1366]
person-body: [918, 206, 944, 292]
photo-sufi-saint: [225, 1351, 438, 1606]
issue-date: ಡಿಸೆಂಬರ್ 04 2025: [17, 15, 172, 48]
person-shape: [1230, 1426, 1257, 1467]
newspaper-title: ಬದಲಾವಣೆ: [807, 15, 917, 47]
paragraph: ಈ ಬಾರಿಯ ವಿಶ್ವಸಂಸ್ಥೆಯ ಈ ವರ್ಷದ ಘೋಷವಾಕ್ಯ, "ಸಾಮಾಜಿಕ ಪ್ರಗತಿಯನ್ನು ಮುನ್ನಡೆಸಲು ಅಂಗವಿಕಲರನ್ನು ಒಳಗೊಂಡ ಸಮಾಜಗಳನ್ನು ಪೋಷಿಸುವುದು.": [503, 148, 754, 193]
paragraph: ವಿಜಯ ಸಿಂಗ್, ಮಾಜಿ ಎಂಎಲ್‌ಸಿ ಶ್ರೀ ಆದಂಬ್ ಕದಮಾಳ ಅಲೀ, ಅಬ್ದುಲ್ ರೆಹಮಾನ್ ಸೇರಿದಂತೆ ಹಲವು ಪ್ರಮುಖರು ಈ ಕಾರ್ಯಕ್ರಮದಲ್ಲಿ ಪಾಲ್ಗೊಳ್ಳಲಿದ್ದಾರೆ.: [808, 1352, 958, 1414]
person-head: [923, 174, 946, 197]
story-sufi-banner: [17, 1294, 958, 1344]
paragraph: ಅದಲ್ಲದೆ, ಈ ಮಾರ್ಗದಲ್ಲಿ ವಂದೇ ಭಾರತ್ ರೈಲು ಸಂಚಾರ ಆರಂಭಿಸಬೇಕು ಎಂಬ ಬೇಡಿಕೆಯೂ ಇದೆ. ಈ ಕುರಿತು ಕೇಂದ್ರ ರೈಲ್ವೆ ಸಚಿವಾಲಯ ಸಕಾರಾತ್ಮಕವಾಗಿ ಸ್ಪಂದಿಸಿದೆ ಎಂದು ಸಂಸದರು ತಿಳಿಸಿದ್ದಾರೆ.: [17, 869, 237, 931]
person-shape: [1276, 1480, 1302, 1521]
paragraph: ಅಹ್ಮದ್ ಅಲಿ ಸಾಹೇಬ್ ಅವರ ಸಮಾಧಿ ಸ್ಥಳದಲ್ಲಿ ವಿಶೇಷ ಪ್ರಾರ್ಥನೆ ನಡೆಯಲಿದೆ. ಸರ್ವಧರ್ಮ ಸಮನ್ವಯ ಸಂದೇಶ ಸಾರುವ ಈ ಕಾರ್ಯಕ್ರಮಕ್ಕೆ ಎಲ್ಲರೂ ಬರಬೇಕು.: [635, 1498, 785, 1560]
paragraph: ಕೇಂದ್ರ ಸಚಿವ ಎಚ್.ಡಿ.ಕುಮಾರಸ್ವಾಮಿ ಹಾಗೂ ಪ್ರಹ್ಲಾದ್ ಜೋಶಿಯವರ ಭರವಸೆ ಬಳಿಕ ಅಂಗನವಾಡಿ ಕಾರ್ಯಕರ್ತೆಯರು ಮುಷ್ಕರವನ್ನು ಹಿಂಪಡೆದ ಸಂದರ್ಭ.: [980, 1366, 1151, 1429]
paragraph: ಮುಖ್ಯ ನ್ಯಾಯಮೂರ್ತಿ ವಿಭು ಬಖ್ರು ಮತ್ತು ನ್ಯಾಯಮೂರ್ತಿ ಸಿ.ಎಂ. ಜೋಶಿ ಅವರ ಪೀಠದ ಮುಂದೆ ಅಡ್ವೊಕೇಟ್ ಜನರಲ್ ಕೆ. ಶಶಿಕಿರಣ ಶೆಟ್ಟಿ ವಾದ ಮಂಡಿಸಿದರು.: [1251, 1165, 1494, 1211]
masthead: [17, 14, 1494, 59]
paragraph: ಹೊಸಪೇಟೆ ನಗರದಲ್ಲಿ ಸಾರ್ವಜನಿಕರಿಗೆ ಬುಧವಾರ ಮಾತನಾಡಿ, ನಾಗರಿಕರು ಹಲವು ವರ್ಷಗಳಿಂದ ಬಳಕೆಯಾಗದ ಖಾತೆಗಳಲ್ಲಿನ ಹಣ ಪಡೆಯಲು ಈ ಶಿಬಿರದ ಉಪಯೋಗ ಪಡೆದುಕೊಳ್ಳಬೇಕು.: [725, 1215, 964, 1260]
column-text: [17, 646, 237, 940]
wdd-col-1: [503, 131, 754, 330]
story-train: [17, 554, 481, 940]
paragraph: ಖಾತೆಯಲ್ಲಿ ಉಳಿದಿರುವ ಹಣ ಆರಂಭಿಕ ವರ್ಷಗಳಿಂದಲೂ ಬ್ಯಾಂಕ್ ಖಾತೆಗೆ ಸಂಬಂಧಿಸಿದ ದಾಖಲೆಪತ್ರಗಳನ್ನು ಬ್ಯಾಂಕ್ ಗೆ ಸಲ್ಲಿಸಬೇಕಾಗಿದೆ. ಈ ಶಿಬಿರದಲ್ಲಿ ಎಲ್ಲಾ ಬ್ಯಾಂಕುಗಳೂ ಭಾಗವಹಿಸಲಿವೆ.: [988, 1004, 1228, 1050]
top-band: [17, 66, 1494, 940]
anganwadi-col-2: [1163, 1341, 1494, 1669]
paragraph: ಕೇಂದ್ರ ಸರ್ಕಾರ ಪ್ರಕಟಿಸಿದ 21 ರೀತಿಯ ವಿಶೇಷ ಚೇತನ ಗುಂಪುಗಳಲ್ಲಿ ಆಧಾರವಾಗಿ ಶೇಕಡ 4ರಷ್ಟು ಮೀಸಲಾತಿ ಇದೆ. ಸರ್ಕಾರಿ ಉದ್ಯೋಗದಲ್ಲಿ ಶೇಕಡ 10 ರಿಂದ 15ರ ಆದ್ಯತೆ ನೀಡಬೇಕು ಎಂಬ ಬೇಡಿಕೆ ಇದೆ.: [503, 541, 733, 586]
byline: [17, 309, 481, 322]
person-shape: [1230, 1369, 1257, 1409]
paragraph: ಕೇಂದ್ರ ಸರ್ಕಾರ ಶೀಘ್ರದಲ್ಲೇ ಸೂಕ್ತ ನಿರ್ಣಯ ಕೈಗೊಳ್ಳಲಿದೆ ಎಂಬ ಭರವಸೆ ನೀಡಿದ ಹಿನ್ನೆಲೆಯಲ್ಲಿ ಮುಷ್ಕರ ಹಿಂಪಡೆಯಲಾಗಿದೆ.: [1340, 1618, 1494, 1664]
paragraph: ಸಾಮಾನ್ಯರು ವಿಶೇಷ ಚೇತನರನ್ನು ಅನುಕಂಪದಿಂದ ಅಲ್ಲ, ಗೌರವದಿಂದ ಕಾಣಬೇಕು. ಅದುವೇ ನಿಜವಾದ ಮಾನವೀಯತೆ.: [1264, 395, 1494, 423]
paragraph: ಈ ಮನುಷ್ಯ, ಪ್ರಾಣಿ ಎಷ್ಟೊಂದು ಅವಸಾನದಿಂದ ತಿಳಿದಿರಬಲ್ಲದೆ. ಈ ಸತ್ಯವೇ ಬೇರೊಬ್ಬ ಅವರನ್ನೂ ಪೀಡಿಸುತ್ತಾರೆ. ಅರಿವಿನ ಕಾರಣ–ನಿರ್ಲಕ್ಷ್ಯ ಮುಂದೆ ಎಂಬ ಅರಿವಾಗುತ್ತಾರೆ. ಕೈ ಜೋಡಿಸಿ ಸ್ವಾವಲಂಬಿ ಅಂಗವಿಕಲರ ಬದುಕನ್ನು ಕಟ್ಟಿಕೊಳ್ಳಲು ಅವಕಾಶ, ಅನುದಾನ, ಪ್ರೋತ್ಸಾಹ.: [1223, 133, 1494, 195]
person-shape: [1322, 1426, 1348, 1467]
